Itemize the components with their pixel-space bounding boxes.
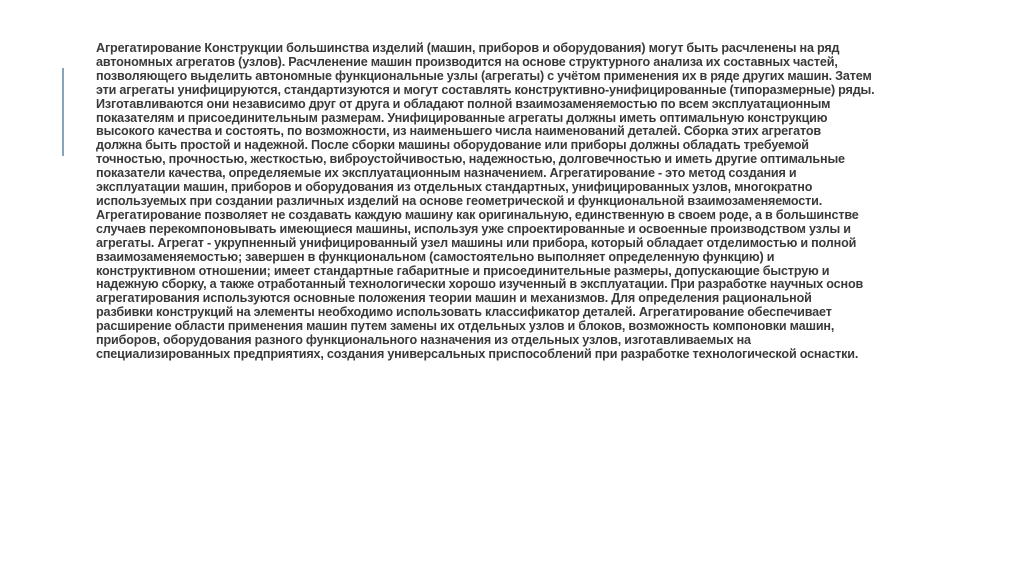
body-paragraph: [96, 42, 976, 362]
text-line: случаев перекомпоновывать имеющиеся машины, используя уже спроектированные и освоенные производством узлы и: [96, 221, 851, 236]
text-line: автономных агрегатов (узлов). Расчленение машин производится на основе структурного анализа их составных частей,: [96, 54, 838, 69]
text-line: приборов, оборудования разного функционального назначения из отдельных узлов, изготавливаемых на: [96, 333, 751, 348]
text-line: агрегаты. Агрегат - укрупненный унифицированный узел машины или прибора, который обладает отделимостью и полной: [96, 235, 857, 250]
text-line: высокого качества и состоять, по возможности, из наименьшего числа наименований деталей. Сборка этих агрегатов: [96, 124, 821, 139]
text-line: агрегатирования используются основные положения теории машин и механизмов. Для определения рациональной: [96, 291, 812, 306]
text-line: точностью, прочностью, жесткостью, виброустойчивостью, надежностью, долговечностью и иметь другие оптимальные: [96, 152, 845, 167]
text-line: Агрегатирование Конструкции большинства изделий (машин, приборов и оборудования) могут быть расчленены на ряд: [96, 41, 840, 55]
text-line: надежную сборку, а также отработанный технологически хорошо изученный в эксплуатации. При разработке научных основ: [96, 277, 864, 292]
text-line: конструктивном отношении; имеет стандартные габаритные и присоединительные размеры, допускающие быструю и: [96, 263, 830, 278]
text-line: эти агрегаты унифицируются, стандартизуются и могут составлять конструктивно-унифицированные (типоразмерные) ряды.: [96, 82, 875, 97]
text-line: взаимозаменяемостью; завершен в функциональном (самостоятельно выполняет определенную функцию) и: [96, 249, 775, 264]
text-line: эксплуатации машин, приборов и оборудования из отдельных стандартных, унифицированных узлов, многократно: [96, 180, 813, 195]
text-line: Изготавливаются они независимо друг от друга и обладают полной взаимозаменяемостью по всем эксплуатационным: [96, 96, 831, 111]
accent-rule: [62, 68, 64, 156]
text-line: позволяющего выделить автономные функциональные узлы (агрегаты) с учётом применения их в ряде других машин. Затем: [96, 68, 872, 83]
text-line: специализированных предприятиях, создания универсальных приспособлений при разработке технологической оснастки.: [96, 346, 859, 361]
text-line: показателям и присоединительным размерам. Унифицированные агрегаты должны иметь оптимальную конструкцию: [96, 110, 828, 125]
text-line: должна быть простой и надежной. После сборки машины оборудование или приборы должны обладать требуемой: [96, 138, 809, 153]
text-line: Агрегатирование позволяет не создавать каждую машину как оригинальную, единственную в своем роде, а в большинстве: [96, 207, 859, 222]
text-line: разбивки конструкций на элементы необходимо использовать классификатор деталей. Агрегатирование обеспечивает: [96, 305, 832, 320]
text-line: используемых при создании различных изделий на основе геометрической и функциональной взаимозаменяемости.: [96, 193, 823, 208]
text-line: расширение области применения машин путем замены их отдельных узлов и блоков, возможность компоновки машин,: [96, 319, 835, 334]
text-line: показатели качества, определяемые их эксплуатационным назначением. Агрегатирование - это метод создания и: [96, 166, 797, 181]
